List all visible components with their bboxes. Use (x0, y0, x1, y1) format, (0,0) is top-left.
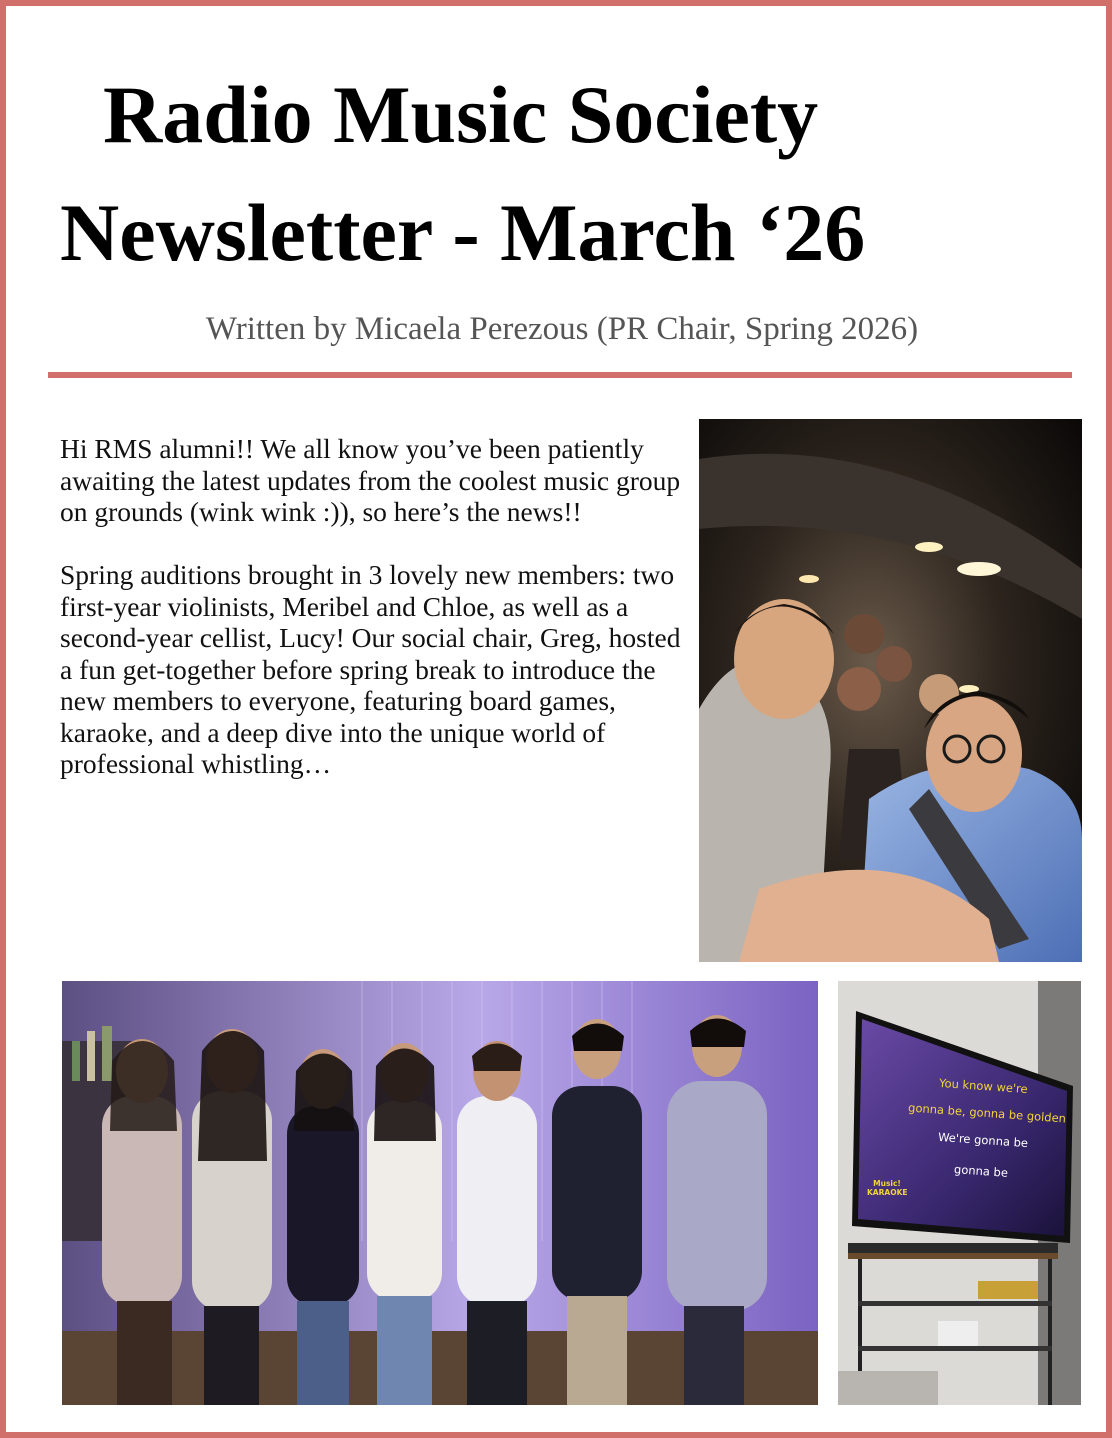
karaoke-lyric-line-3: We're gonna be (937, 1129, 1029, 1151)
article-body (60, 433, 692, 780)
karaoke-lyric-line-4: gonna be (953, 1162, 1009, 1180)
header-divider (48, 372, 1072, 378)
article-paragraph-auditions: Spring auditions brought in 3 lovely new members: two first-year violinists, Meribel and Chloe, as well as a second-year cellist, Lucy! Our social chair, Greg, hosted a fun get-together before spring break to introduce the new members to everyone, featuring board games, karaoke, and a deep dive into the unique world of professional whistling… (60, 559, 681, 779)
karaoke-lyric-line-1: You know we're (938, 1075, 1029, 1097)
newsletter-title-line2: Newsletter - March ‘26 (60, 187, 866, 278)
article-paragraph-intro: Hi RMS alumni!! We all know you’ve been patiently awaiting the latest updates from the coolest music group on grounds (wink wink :)), so here’s the news!! (60, 433, 681, 527)
karaoke-lyric-line-2: gonna be, gonna be golden (907, 1100, 1067, 1126)
car-selfie-photo (699, 419, 1082, 962)
karaoke-logo: Music! KARAOKE (867, 1179, 908, 1197)
newsletter-title-line1: Radio Music Society (103, 69, 819, 160)
author-byline: Written by Micaela Perezous (PR Chair, Spring 2026) (205, 311, 919, 347)
group-photo (62, 981, 818, 1405)
karaoke-screen-photo (838, 981, 1081, 1405)
group-photo-illustration (62, 981, 818, 1405)
car-selfie-illustration (699, 419, 1082, 962)
